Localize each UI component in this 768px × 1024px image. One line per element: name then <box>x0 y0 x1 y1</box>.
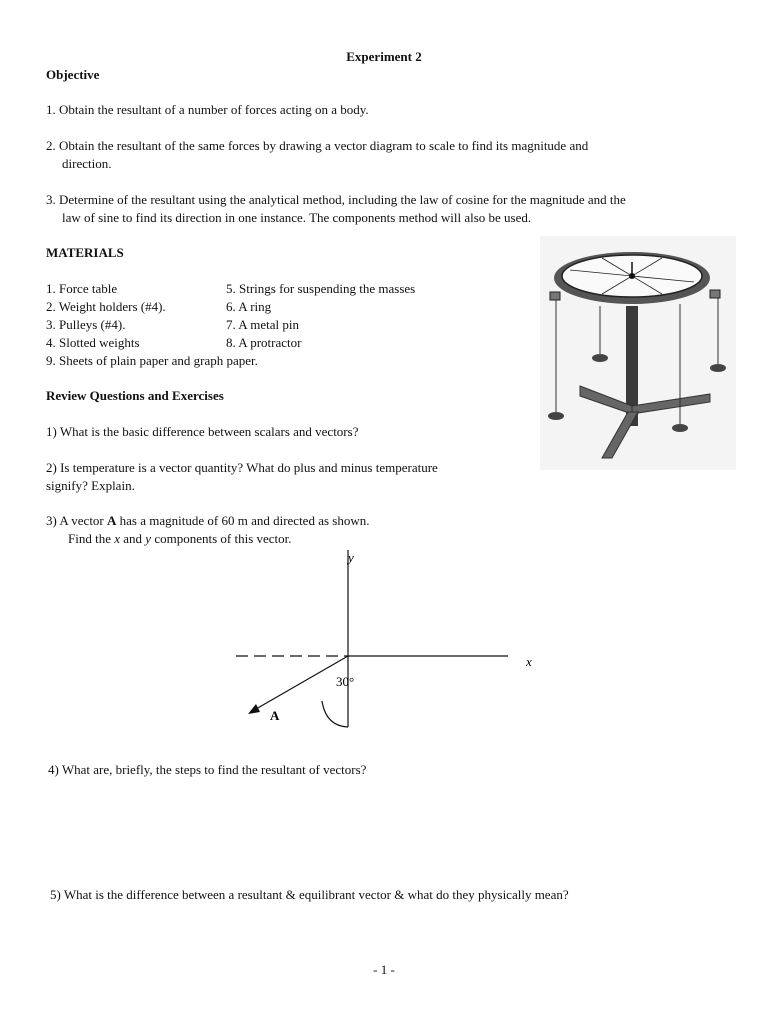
vector-label: A <box>270 708 280 723</box>
force-table-illustration <box>540 236 736 470</box>
material-item: 8. A protractor <box>226 335 302 350</box>
review-heading: Review Questions and Exercises <box>46 388 224 403</box>
vector-a-arrowhead <box>248 704 260 714</box>
vector-diagram <box>0 540 768 740</box>
question-5: 5) What is the difference between a resultant & equilibrant vector & what do they physically mean? <box>50 887 569 902</box>
question-3-cont: Find the x and y components of this vector. <box>68 531 292 546</box>
objective-item-1: 1. Obtain the resultant of a number of forces acting on a body. <box>46 102 369 117</box>
objective-item-3-cont: law of sine to find its direction in one instance. The components method will also be used. <box>62 210 532 225</box>
material-item: 1. Force table <box>46 281 118 296</box>
material-item: 9. Sheets of plain paper and graph paper. <box>46 353 258 368</box>
x-axis-label: x <box>526 654 532 669</box>
question-2: 2) Is temperature is a vector quantity? What do plus and minus temperature <box>46 460 438 475</box>
material-item: 4. Slotted weights <box>46 335 140 350</box>
page-number: - 1 - <box>373 962 395 977</box>
page-title: Experiment 2 <box>346 49 422 64</box>
objective-item-2-cont: direction. <box>62 156 112 171</box>
question-4: 4) What are, briefly, the steps to find the resultant of vectors? <box>48 762 367 777</box>
vector-a-label: A <box>107 513 117 528</box>
material-item: 2. Weight holders (#4). <box>46 299 166 314</box>
question-2-cont: signify? Explain. <box>46 478 135 493</box>
materials-heading: MATERIALS <box>46 245 124 260</box>
objective-item-3: 3. Determine of the resultant using the analytical method, including the law of cosine for the magnitude and the <box>46 192 626 207</box>
y-axis-label: y <box>348 550 354 565</box>
objective-heading: Objective <box>46 67 100 82</box>
angle-arc <box>322 701 348 727</box>
material-item: 3. Pulleys (#4). <box>46 317 126 332</box>
material-item: 7. A metal pin <box>226 317 299 332</box>
objective-item-2: 2. Obtain the resultant of the same forces by drawing a vector diagram to scale to find its magnitude and <box>46 138 589 153</box>
material-item: 5. Strings for suspending the masses <box>226 281 416 296</box>
question-3: 3) A vector A has a magnitude of 60 m and directed as shown. <box>46 513 370 528</box>
angle-label: 30° <box>336 674 355 689</box>
question-1: 1) What is the basic difference between scalars and vectors? <box>46 424 359 439</box>
vector-a-line <box>256 656 348 709</box>
material-item: 6. A ring <box>226 299 272 314</box>
